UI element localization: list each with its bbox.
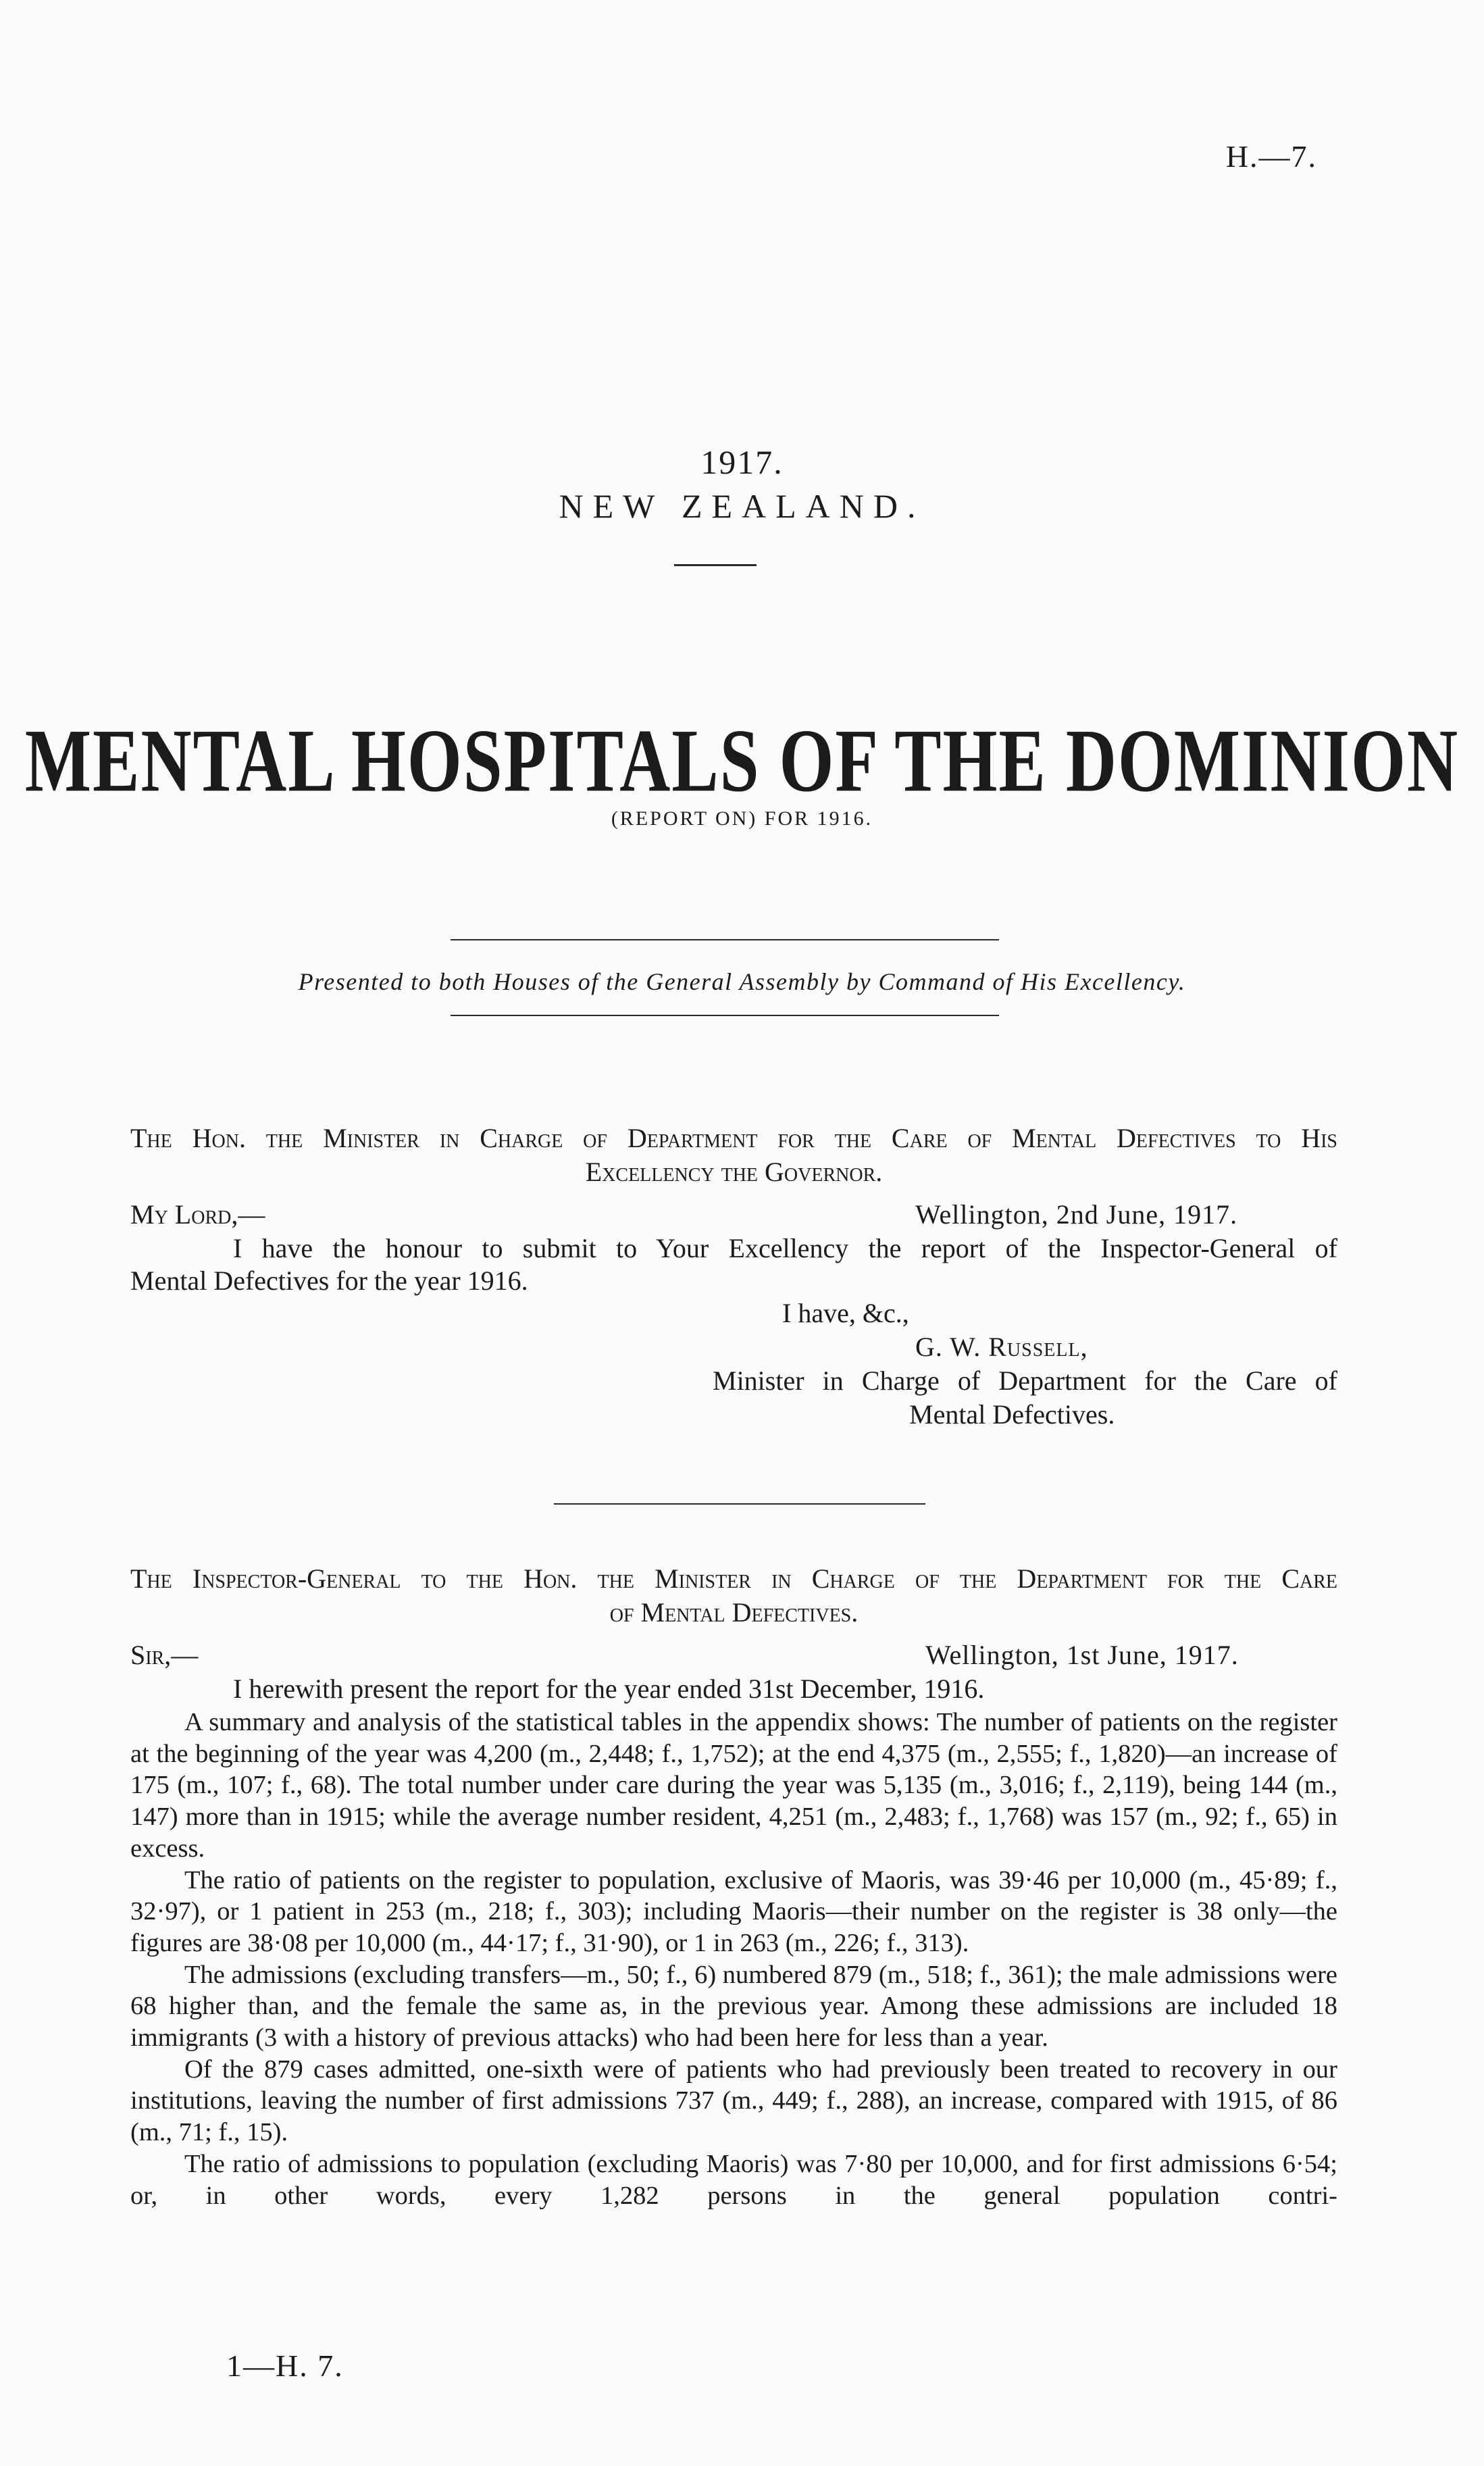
letter1-address-line1: The Hon. the Minister in Charge of Department for the Care of Mental Defectives to His: [130, 1123, 1337, 1153]
letter2-body: [130, 1707, 1337, 2211]
divider-above-presented: [451, 939, 999, 940]
report-title: MENTAL HOSPITALS OF THE DOMINION: [24, 711, 1460, 811]
letter1-signatory: G. W. Russell,: [915, 1332, 1088, 1362]
letter1-address: [130, 1122, 1337, 1189]
report-subtitle: (REPORT ON) FOR 1916.: [611, 807, 873, 830]
letter2-paragraph-4: Of the 879 cases admitted, one-sixth were of patients who had previously been treated to recovery in our institutions, leaving the number of first admissions 737 (m., 449; f., 288), an increase, compared with 1915, of 86 (m., 71; f., 15).: [130, 2055, 1337, 2147]
letter2-place-date: Wellington, 1st June, 1917.: [925, 1640, 1239, 1670]
presented-line: Presented to both Houses of the General Assembly by Command of His Excellency.: [298, 968, 1186, 995]
page-footer-reference: 1—H. 7.: [226, 2348, 344, 2383]
letter1-body: [130, 1232, 1337, 1297]
divider-below-presented: [451, 1015, 999, 1016]
letter2-intro: I herewith present the report for the year ended 31st December, 1916.: [233, 1674, 985, 1704]
letter1-place-date: Wellington, 2nd June, 1917.: [915, 1199, 1238, 1230]
letter1-address-line2: Excellency the Governor.: [585, 1157, 883, 1187]
letter2-paragraph-3: The admissions (excluding transfers—m., 50; f., 6) numbered 879 (m., 518; f., 361); the male admissions were 68 higher than, and the female the same as, in the previous year. Among these admissions are included 18 immigrants (3 with a history of previous attacks) who had been here for less than a year.: [130, 1960, 1337, 2053]
divider-short: [674, 564, 757, 566]
letter2-paragraph-2: The ratio of patients on the register to population, exclusive of Maoris, was 39·46 per 10,000 (m., 45·89; f., 32·97), or 1 patient in 253 (m., 218; f., 303); including Maoris—their number on the register is 38 only—the figures are 38·08 per 10,000 (m., 44·17; f., 31·90), or 1 in 263 (m., 226; f., 313).: [130, 1865, 1337, 1957]
letter1-title-line1: Minister in Charge of Department for the Care of: [713, 1365, 1337, 1396]
letter2-paragraph-1: A summary and analysis of the statistical tables in the appendix shows: The number of patients on the register at the beginning of the year was 4,200 (m., 2,448; f., 1,752); at the end 4,375 (m., 2,555; f., 1,820)—an increase of 175 (m., 107; f., 68). The total number under care during the year was 5,135 (m., 3,016; f., 2,119), being 144 (m., 147) more than in 1915; while the average number resident, 4,251 (m., 2,483; f., 1,768) was 157 (m., 92; f., 65) in excess.: [130, 1708, 1337, 1863]
country-heading: NEW ZEALAND.: [559, 487, 925, 525]
letter1-title-line2: Mental Defectives.: [909, 1399, 1115, 1430]
letter1-body-line1: I have the honour to submit to Your Excellency the report of the Inspector-General of: [233, 1233, 1337, 1263]
letter2-address: [130, 1562, 1337, 1630]
letter2-salutation: Sir,—: [130, 1640, 199, 1670]
letter2-paragraph-5: The ratio of admissions to population (excluding Maoris) was 7·80 per 10,000, and for first admissions 6·54; or, in other words, every 1,282 persons in the general population contri-: [130, 2149, 1337, 2210]
page-reference: H.—7.: [1225, 139, 1317, 174]
letter1-closing: I have, &c.,: [782, 1298, 909, 1328]
divider-between-letters: [554, 1503, 925, 1505]
letter2-address-line1: The Inspector-General to the Hon. the Minister in Charge of the Department for the Care: [130, 1563, 1337, 1594]
letter1-body-line2: Mental Defectives for the year 1916.: [130, 1265, 528, 1296]
year-heading: 1917.: [700, 443, 784, 481]
letter1-salutation: My Lord,—: [130, 1199, 265, 1230]
letter2-address-line2: of Mental Defectives.: [609, 1597, 859, 1628]
